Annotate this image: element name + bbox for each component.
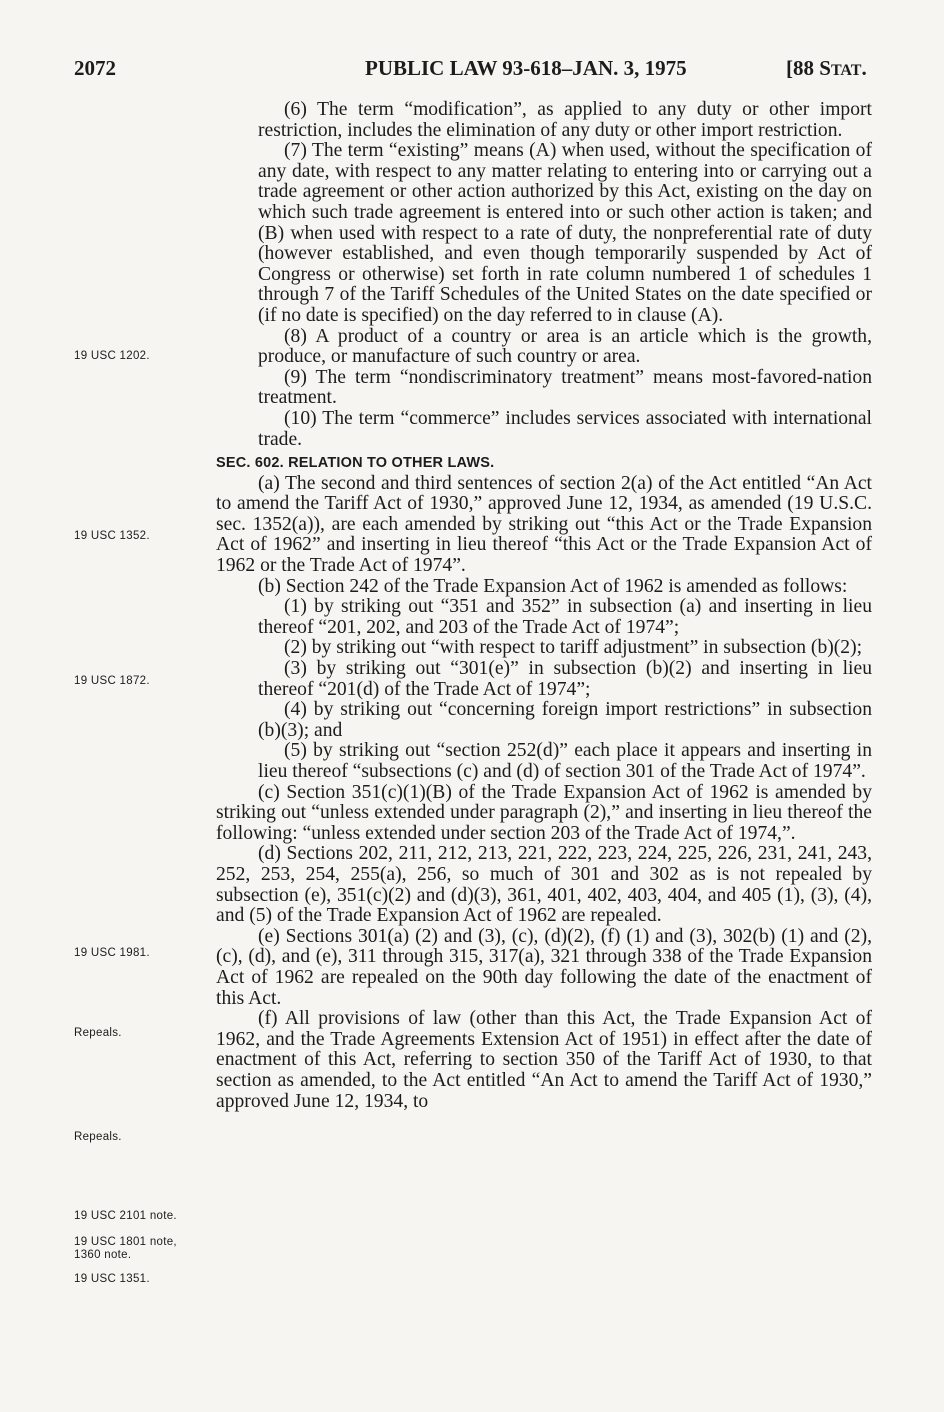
paragraph-6: (6) The term “modification”, as applied to any duty or other import restriction, includes the elimination of any duty or other import restriction. bbox=[258, 99, 872, 141]
margin-note-19usc1801: 19 USC 1801 note, 1360 note. bbox=[74, 1236, 177, 1261]
margin-note-19usc2101: 19 USC 2101 note. bbox=[74, 1210, 177, 1222]
margin-note-repeals: Repeals. bbox=[74, 1027, 122, 1039]
page-number: 2072 bbox=[74, 56, 116, 80]
section-602-heading: SEC. 602. RELATION TO OTHER LAWS. bbox=[216, 455, 495, 472]
clause-b5: (5) by striking out “section 252(d)” each place it appears and inserting in lieu thereof “subsections (c) and (d) of section 301 of the Trade Act of 1974”. bbox=[258, 740, 872, 782]
paragraph-7: (7) The term “existing” means (A) when used, without the specification of any date, with respect to any matter relating to entering into or carrying out a trade agreement or other action authorized by this Act, existing on the day on which such trade agreement is entered into or such other action is taken; and (B) when used with respect to a rate of duty, the nonpreferential rate of duty (however established, and even though temporarily suspended by Act of Congress or otherwise) set forth in rate column numbered 1 of schedules 1 through 7 of the Tariff Schedules of the United States on the date specified or (if no date is specified) on the day referred to in clause (A). bbox=[258, 140, 872, 326]
margin-note-19usc1872: 19 USC 1872. bbox=[74, 675, 150, 687]
paragraph-8: (8) A product of a country or area is an article which is the growth, produce, or manufacture of such country or area. bbox=[258, 325, 872, 368]
margin-note-19usc1351: 19 USC 1351. bbox=[74, 1273, 150, 1285]
clause-b2: (2) by striking out “with respect to tariff adjustment” in subsection (b)(2); bbox=[284, 637, 863, 659]
subsection-a: (a) The second and third sentences of section 2(a) of the Act entitled “An Act to amend the Tariff Act of 1930,” approved June 12, 1934, as amended (19 U.S.C. sec. 1352(a)), are each amended by striking out “this Act or the Trade Expansion Act of 1962” and inserting in lieu thereof “this Act or the Trade Expansion Act of 1962 or the Trade Act of 1974”. bbox=[216, 472, 872, 577]
paragraph-10: (10) The term “commerce” includes services associated with international trade. bbox=[258, 407, 872, 450]
body-text bbox=[216, 100, 872, 1112]
subsection-b: (b) Section 242 of the Trade Expansion Act of 1962 is amended as follows: bbox=[258, 575, 848, 597]
margin-note-repeals: Repeals. bbox=[74, 1131, 122, 1143]
margin-note-19usc1981: 19 USC 1981. bbox=[74, 947, 150, 959]
statute-reference bbox=[786, 56, 867, 81]
clause-b1: (1) by striking out “351 and 352” in subsection (a) and inserting in lieu thereof “201, 202, and 203 of the Trade Act of 1974”; bbox=[258, 596, 872, 638]
stat-ref-end: . bbox=[861, 56, 867, 80]
subsection-f: (f) All provisions of law (other than this Act, the Trade Expansion Act of 1962, and the Trade Agreements Extension Act of 1951) in effect after the date of enactment of this Act, referring to section 350 of the Tariff Act of 1930, to that section as amended, to the Act entitled “An Act to amend the Tariff Act of 1930,” approved June 12, 1934, to bbox=[216, 1008, 872, 1112]
clause-b3: (3) by striking out “301(e)” in subsection (b)(2) and inserting in lieu thereof “201(d) of the Trade Act of 1974”; bbox=[258, 658, 872, 700]
margin-note-19usc1352: 19 USC 1352. bbox=[74, 530, 150, 542]
running-head: PUBLIC LAW 93-618–JAN. 3, 1975 bbox=[365, 56, 687, 80]
subsection-e: (e) Sections 301(a) (2) and (3), (c), (d)(2), (f) (1) and (3), 302(b) (1) and (2), (c), (d), and (e), 311 through 315, 317(a), 321 through 338 of the Trade Expansion Act of 1962 are repealed on the 90th day following the date of the enactment of this Act. bbox=[216, 925, 872, 1009]
subsection-c: (c) Section 351(c)(1)(B) of the Trade Expansion Act of 1962 is amended by striking out “unless extended under paragraph (2),” and inserting in lieu thereof the following: “unless extended under section 203 of the Trade Act of 1974,”. bbox=[216, 781, 872, 844]
stat-ref-bracket: [88 S bbox=[786, 56, 831, 80]
stat-ref-small: TAT bbox=[830, 62, 862, 79]
margin-note-19usc1202: 19 USC 1202. bbox=[74, 350, 150, 362]
subsection-d: (d) Sections 202, 211, 212, 213, 221, 222, 223, 224, 225, 226, 231, 241, 243, 252, 253, 254, 255(a), 256, so much of 301 and 302 as is not repealed by subsection (e), 351(c)(2) and (d)(3), 361, 401, 402, 403, 404, and 405 (1), (3), (4), and (5) of the Trade Expansion Act of 1962 are repealed. bbox=[216, 843, 872, 927]
paragraph-9: (9) The term “nondiscriminatory treatment” means most-favored-nation treatment. bbox=[258, 366, 872, 409]
clause-b4: (4) by striking out “concerning foreign import restrictions” in subsection (b)(3); and bbox=[258, 699, 872, 741]
